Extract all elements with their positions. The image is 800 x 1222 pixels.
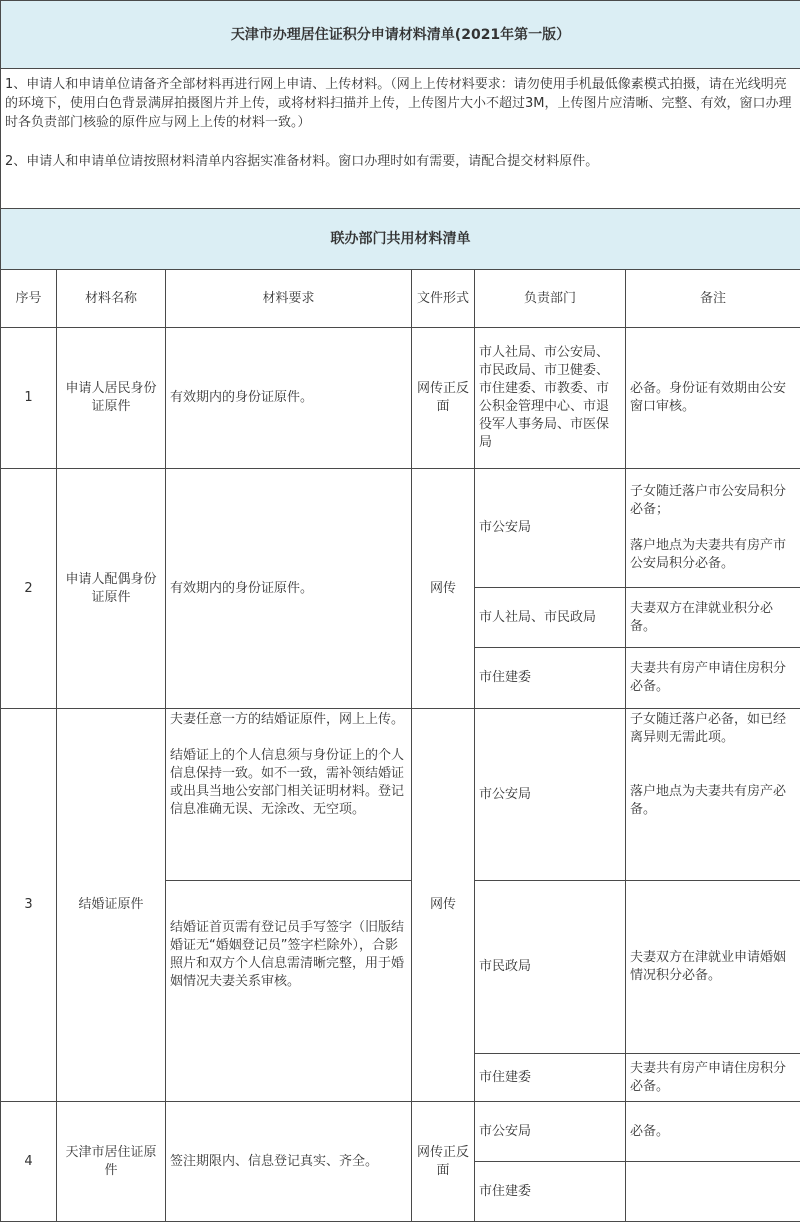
- row-remark: [626, 709, 800, 881]
- row-remark: 夫妻双方在津就业申请婚姻情况积分必备。: [626, 881, 800, 1054]
- col-header-name: 材料名称: [57, 270, 166, 328]
- row-requirement: 签注期限内、信息登记真实、齐全。: [166, 1102, 412, 1222]
- requirement-part: 夫妻任意一方的结婚证原件，网上上传。: [170, 711, 407, 729]
- row-no: 3: [1, 709, 57, 1102]
- row-material-name: 申请人配偶身份证原件: [57, 469, 166, 709]
- requirement-part: 结婚证上的个人信息须与身份证上的个人信息保持一致。如不一致，需补领结婚证或出具当地公安部门相关证明材料。登记信息准确无误、无涂改、无空项。: [170, 747, 407, 819]
- row-material-name: 申请人居民身份证原件: [57, 328, 166, 469]
- table-row: [1, 469, 800, 588]
- remark-part: 落户地点为夫妻共有房产市公安局积分必备。: [630, 537, 796, 573]
- table-row: [1, 709, 800, 881]
- row-requirement: 结婚证首页需有登记员手写签字（旧版结婚证无“婚姻登记员”签字栏除外），合影照片和双方个人信息需清晰完整，用于婚姻情况夫妻关系审核。: [166, 881, 412, 1102]
- row-remark: [626, 1162, 800, 1222]
- remark-part: 落户地点为夫妻共有房产必备。: [630, 783, 796, 819]
- table-header-row: [1, 270, 800, 328]
- row-dept: 市人社局、市公安局、市民政局、市卫健委、市住建委、市教委、市公积金管理中心、市退役军人事务局、市医保局: [475, 328, 626, 469]
- row-file-form: 网传: [412, 709, 475, 1102]
- row-dept: 市公安局: [475, 469, 626, 588]
- col-header-dept: 负责部门: [475, 270, 626, 328]
- row-remark: 必备。身份证有效期由公安窗口审核。: [626, 328, 800, 469]
- row-dept: 市民政局: [475, 881, 626, 1054]
- row-remark: 必备。: [626, 1102, 800, 1162]
- row-remark: [626, 469, 800, 588]
- row-remark: 夫妻双方在津就业积分必备。: [626, 588, 800, 648]
- notes: [1, 69, 800, 209]
- table-row: [1, 328, 800, 469]
- row-requirement: 有效期内的身份证原件。: [166, 328, 412, 469]
- row-dept: 市住建委: [475, 648, 626, 709]
- col-header-req: 材料要求: [166, 270, 412, 328]
- row-material-name: 天津市居住证原件: [57, 1102, 166, 1222]
- table-row: [1, 1102, 800, 1162]
- row-dept: 市住建委: [475, 1054, 626, 1102]
- row-dept: 市公安局: [475, 1102, 626, 1162]
- note-1: 1、申请人和申请单位请备齐全部材料再进行网上申请、上传材料。（网上上传材料要求：请勿使用手机最低像素模式拍摄，请在光线明亮的环境下，使用白色背景满屏拍摄图片并上传，或将材料扫描并上传，上传图片大小不超过3M，上传图片应清晰、完整、有效，窗口办理时各负责部门核验的原件应与网上上传的材料一致。）: [5, 75, 796, 132]
- col-header-form: 文件形式: [412, 270, 475, 328]
- row-requirement: [166, 709, 412, 881]
- row-no: 1: [1, 328, 57, 469]
- row-no: 4: [1, 1102, 57, 1222]
- row-remark: 夫妻共有房产申请住房积分必备。: [626, 648, 800, 709]
- section-title: 联办部门共用材料清单: [1, 209, 800, 270]
- remark-part: 子女随迁落户市公安局积分必备；: [630, 483, 796, 519]
- page-title: 天津市办理居住证积分申请材料清单(2021年第一版）: [1, 1, 800, 69]
- row-dept: 市公安局: [475, 709, 626, 881]
- row-file-form: 网传正反面: [412, 1102, 475, 1222]
- note-2: 2、申请人和申请单位请按照材料清单内容据实准备材料。窗口办理时如有需要，请配合提交材料原件。: [5, 152, 796, 171]
- row-no: 2: [1, 469, 57, 709]
- row-dept: 市住建委: [475, 1162, 626, 1222]
- row-material-name: 结婚证原件: [57, 709, 166, 1102]
- row-remark: 夫妻共有房产申请住房积分必备。: [626, 1054, 800, 1102]
- row-requirement: 有效期内的身份证原件。: [166, 469, 412, 709]
- row-file-form: 网传: [412, 469, 475, 709]
- row-dept: 市人社局、市民政局: [475, 588, 626, 648]
- col-header-remark: 备注: [626, 270, 800, 328]
- col-header-no: 序号: [1, 270, 57, 328]
- remark-part: 子女随迁落户必备，如已经离异则无需此项。: [630, 711, 796, 747]
- row-file-form: 网传正反面: [412, 328, 475, 469]
